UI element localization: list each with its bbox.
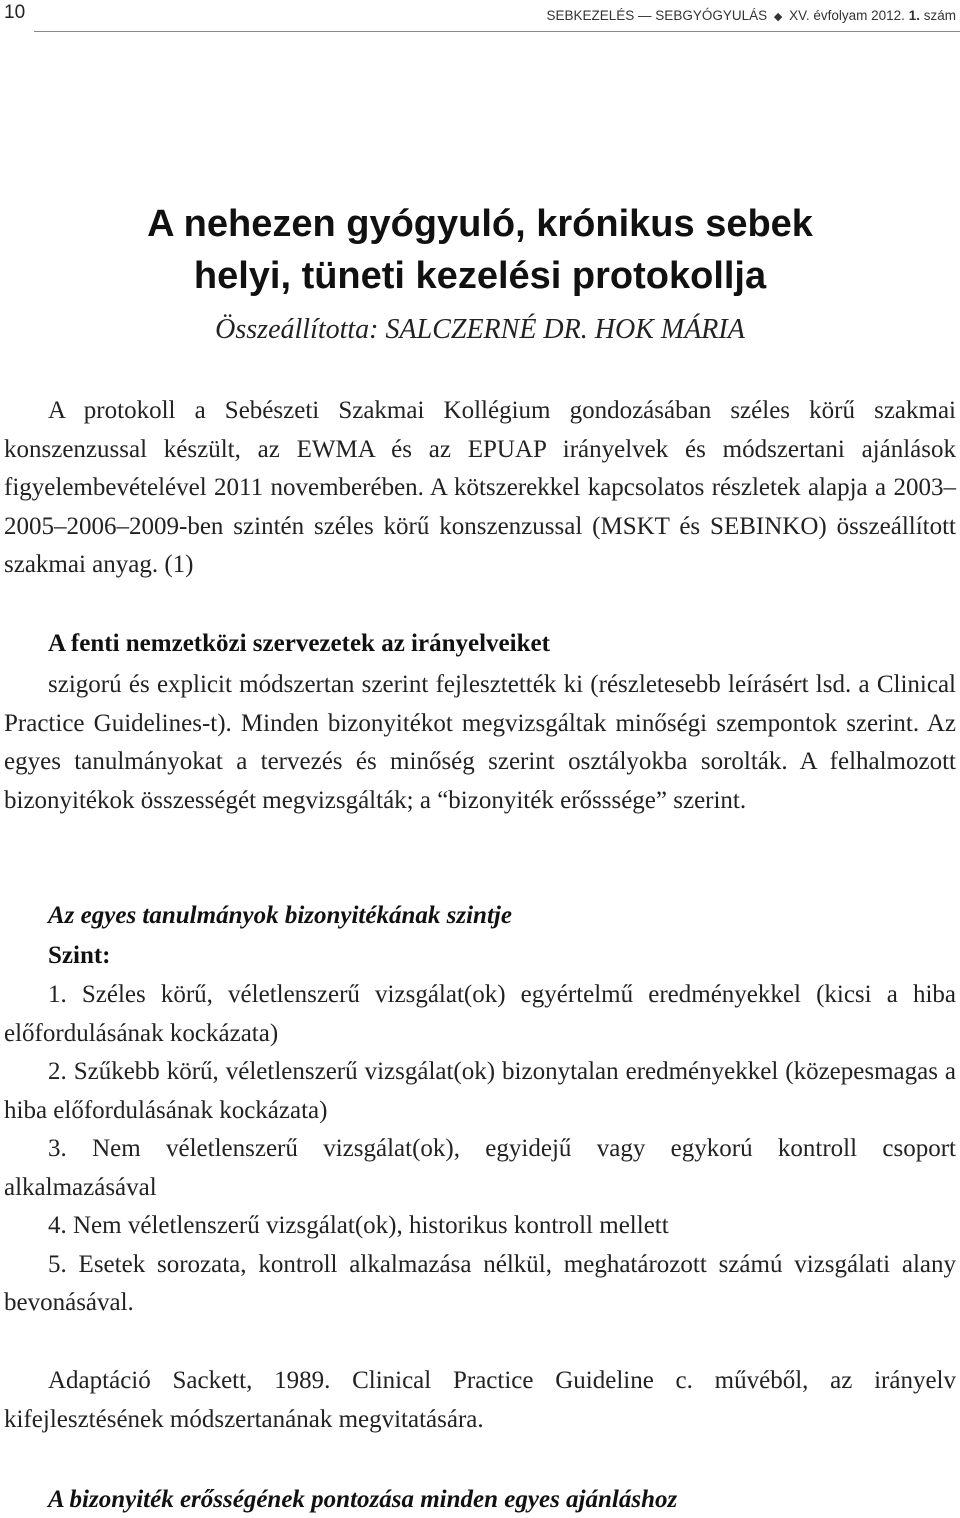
evidence-level-item: 1. Széles körű, véletlenszerű vizsgálat(ok) egyértelmű eredményekkel (kicsi a hiba előfordulásának kockázata) <box>4 981 956 1047</box>
diamond-icon: ◆ <box>773 11 783 23</box>
article-title <box>0 198 960 302</box>
issue-number: 1. <box>908 8 920 23</box>
page-header <box>0 0 960 34</box>
page-number: 10 <box>4 2 26 23</box>
scoring-heading: A bizonyiték erősségének pontozása minden egyes ajánláshoz <box>48 1486 678 1513</box>
compiled-by <box>0 312 960 348</box>
title-line-1: A nehezen gyógyuló, krónikus sebek <box>147 203 813 245</box>
author-name: SALCZERNÉ DR. HOK MÁRIA <box>385 314 745 345</box>
journal-volume: XV. évfolyam 2012. <box>789 8 905 23</box>
compiled-by-label: Összeállította: <box>215 314 379 345</box>
level-heading: Szint: <box>48 942 111 969</box>
issue-word: szám <box>923 8 956 23</box>
running-head <box>547 8 956 23</box>
guidelines-heading: A fenti nemzetközi szervezetek az irányelveiket <box>48 630 550 657</box>
title-line-2: helyi, tüneti kezelési protokollja <box>193 255 767 297</box>
intro-paragraph: A protokoll a Sebészeti Szakmai Kollégium gondozásában széles körű szakmai konszenzussal készült, az EWMA és az EPUAP irányelvek és módszertani ajánlások figyelembevételével 2011 novemberében. A kötszerekkel kapcsolatos részletek alapja a 2003–2005–2006–2009-ben szintén széles körű konszenzussal (MSKT és SEBINKO) összeállított szakmai anyag. (1) <box>4 397 956 578</box>
evidence-level-item: 5. Esetek sorozata, kontroll alkalmazása nélkül, meghatározott számú vizsgálati alany bevonásával. <box>4 1250 956 1316</box>
source-paragraph: Adaptáció Sackett, 1989. Clinical Practice Guideline c. művéből, az irányelv kifejlesztésének módszertanának megvitatására. <box>4 1367 956 1433</box>
evidence-level-list <box>4 976 956 1323</box>
guidelines-paragraph: szigorú és explicit módszertan szerint fejlesztették ki (részletesebb leírásért lsd. a Clinical Practice Guidelines-t). Minden bizonyitékot megvizsgáltak minőségi szempontok szerint. Az egyes tanulmányokat a tervezés és minőség szerint osztályokba sorolták. A felhalmozott bizonyitékok összességét megvizsgálták; a “bizonyiték erősssége” szerint. <box>4 671 956 814</box>
header-rule <box>34 31 960 32</box>
evidence-level-item: 3. Nem véletlenszerű vizsgálat(ok), egyidejű vagy egykorú kontroll csoport alkalmazásával <box>4 1135 956 1201</box>
evidence-heading: Az egyes tanulmányok bizonyitékának szintje <box>48 902 512 929</box>
journal-name: SEBKEZELÉS — SEBGYÓGYULÁS <box>546 8 768 23</box>
evidence-level-item: 4. Nem véletlenszerű vizsgálat(ok), historikus kontroll mellett <box>48 1212 669 1239</box>
evidence-level-item: 2. Szűkebb körű, véletlenszerű vizsgálat(ok) bizonytalan eredményekkel (közepesmagas a hiba előfordulásának kockázata) <box>4 1058 956 1124</box>
